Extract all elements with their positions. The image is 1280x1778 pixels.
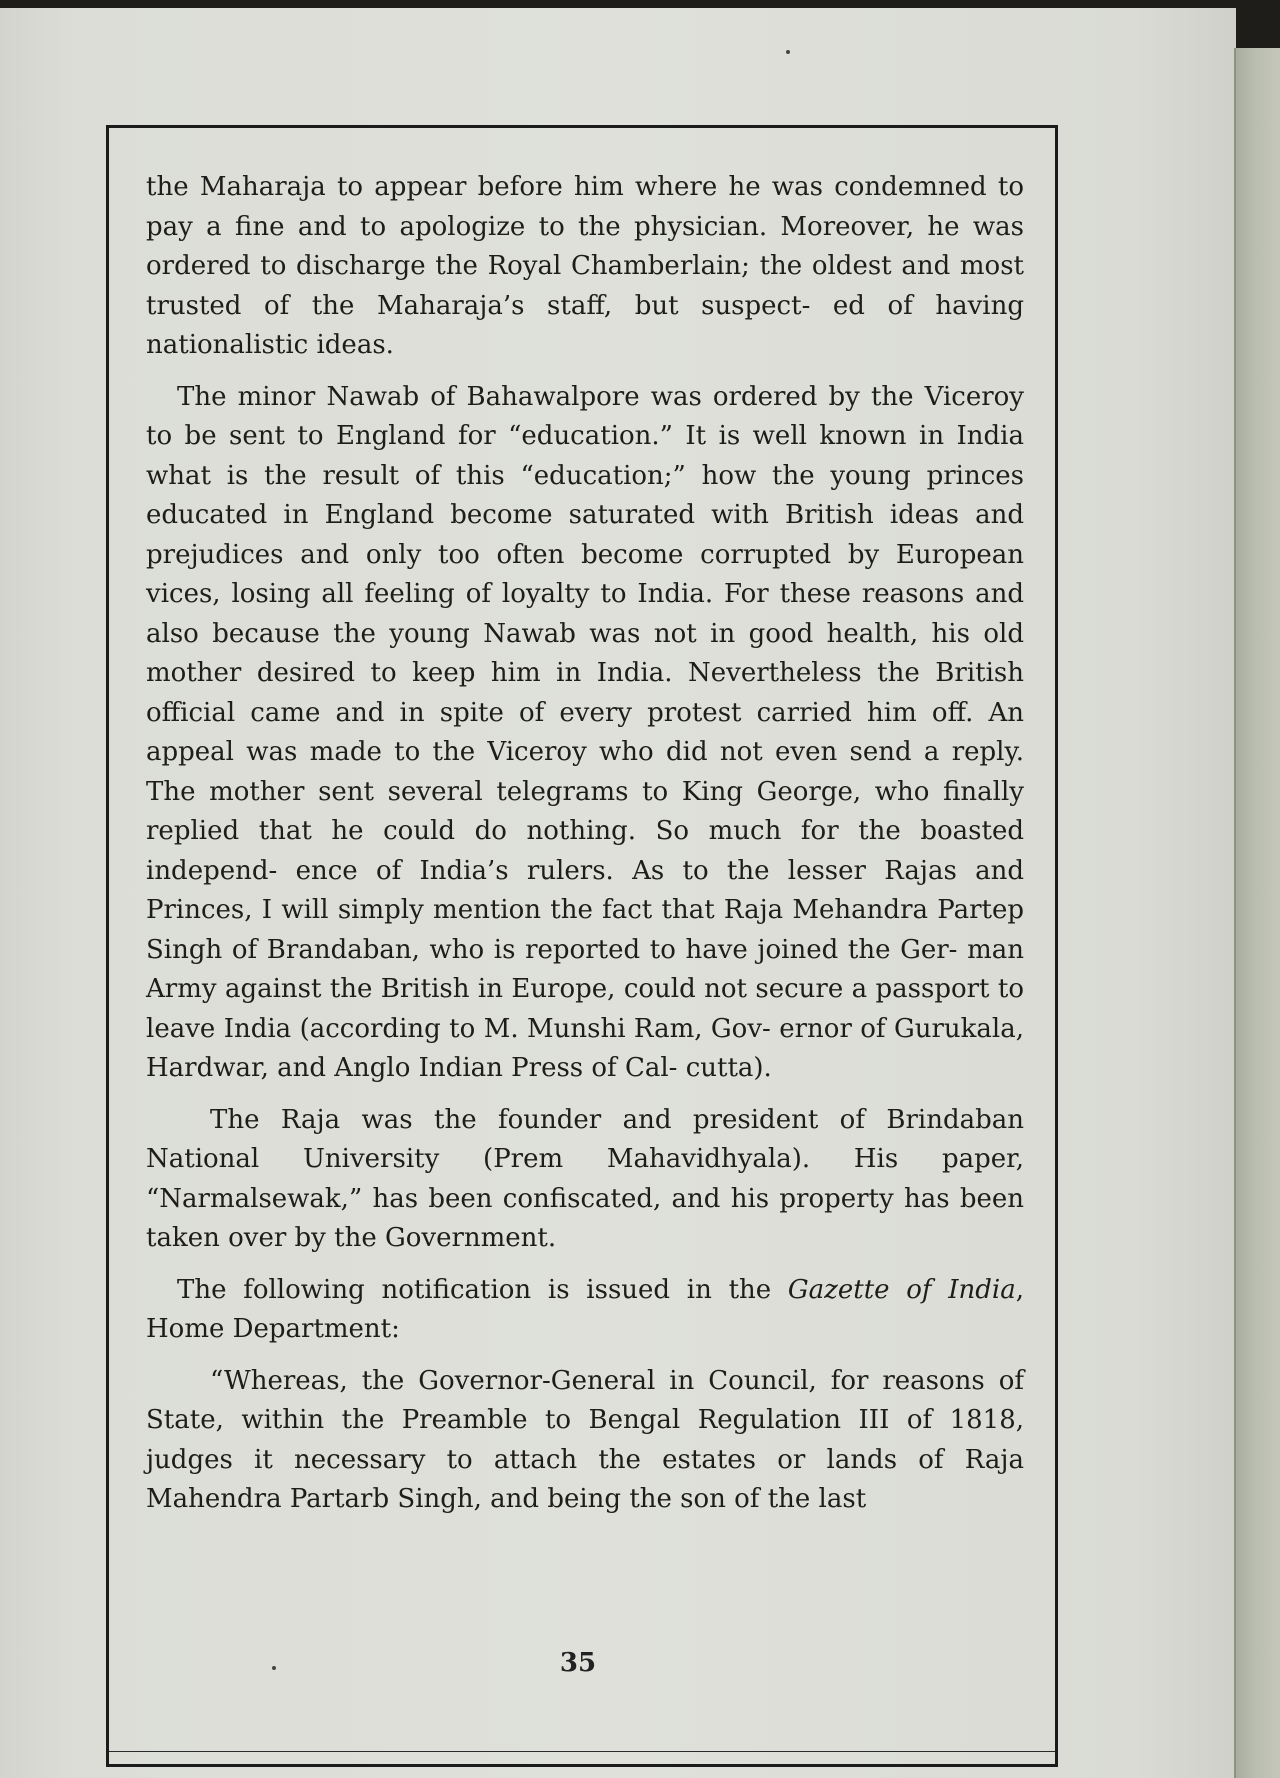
paragraph-nawab: The minor Nawab of Bahawalpore was ordered by the Viceroy to be sent to England for “education.” It is well known in India what is the result of this “education;” how the young princes educated in England become saturated with British ideas and prejudices and only too often become corrupted by European vices, losing all feeling of loyalty to India. For these reasons and also because the young Nawab was not in good health, his old mother desired to keep him in India. Nevertheless the British official came and in spite of every protest carried him off. An appeal was made to the Viceroy who did not even send a reply. The mother sent several telegrams to King George, who finally replied that he could do nothing. So much for the boasted independ- ence of India’s rulers. As to the lesser Rajas and Princes, I will simply mention the fact that Raja Mehandra Partep Singh of Brandaban, who is reported to have joined the Ger- man Army against the British in Europe, could not secure a passport to leave India (according to M. Munshi Ram, Gov- ernor of Gurukala, Hardwar, and Anglo Indian Press of Cal- cutta). <box>146 381 1024 1083</box>
text-frame <box>106 125 1058 1767</box>
ink-speck <box>272 1666 276 1670</box>
book-page <box>0 8 1236 1778</box>
body-text <box>146 168 1024 1532</box>
gazette-title: Gazette of India <box>787 1274 1016 1305</box>
ink-speck <box>786 50 790 54</box>
notification-text-after: , Home Department: <box>146 1274 1024 1344</box>
paragraph-raja: The Raja was the founder and president of Brindaban National University (Prem Mahavidhyala). His paper, “Narmalsewak,” has been confiscated, and his property has been taken over by the Government. <box>146 1104 1024 1253</box>
notification-text-before: The following notification is issued in the <box>177 1274 788 1305</box>
paragraph-continuation: the Maharaja to appear before him where he was condemned to pay a fine and to apologize to the physician. Moreover, he was ordered to discharge the Royal Chamberlain; the oldest and most trusted of the Maharaja’s staff, but suspect- ed of having nationalistic ideas. <box>146 172 1024 360</box>
page-number: 35 <box>559 1648 597 1678</box>
frame-inner-rule <box>109 1751 1055 1752</box>
paragraph-notification <box>146 1271 1024 1350</box>
paragraph-quote: “Whereas, the Governor-General in Council, for reasons of State, within the Preamble to Bengal Regulation III of 1818, judges it necessary to attach the estates or lands of Raja Mahendra Partarb Singh, and being the son of the last <box>146 1365 1024 1514</box>
adjacent-page-edge <box>1234 48 1280 1778</box>
